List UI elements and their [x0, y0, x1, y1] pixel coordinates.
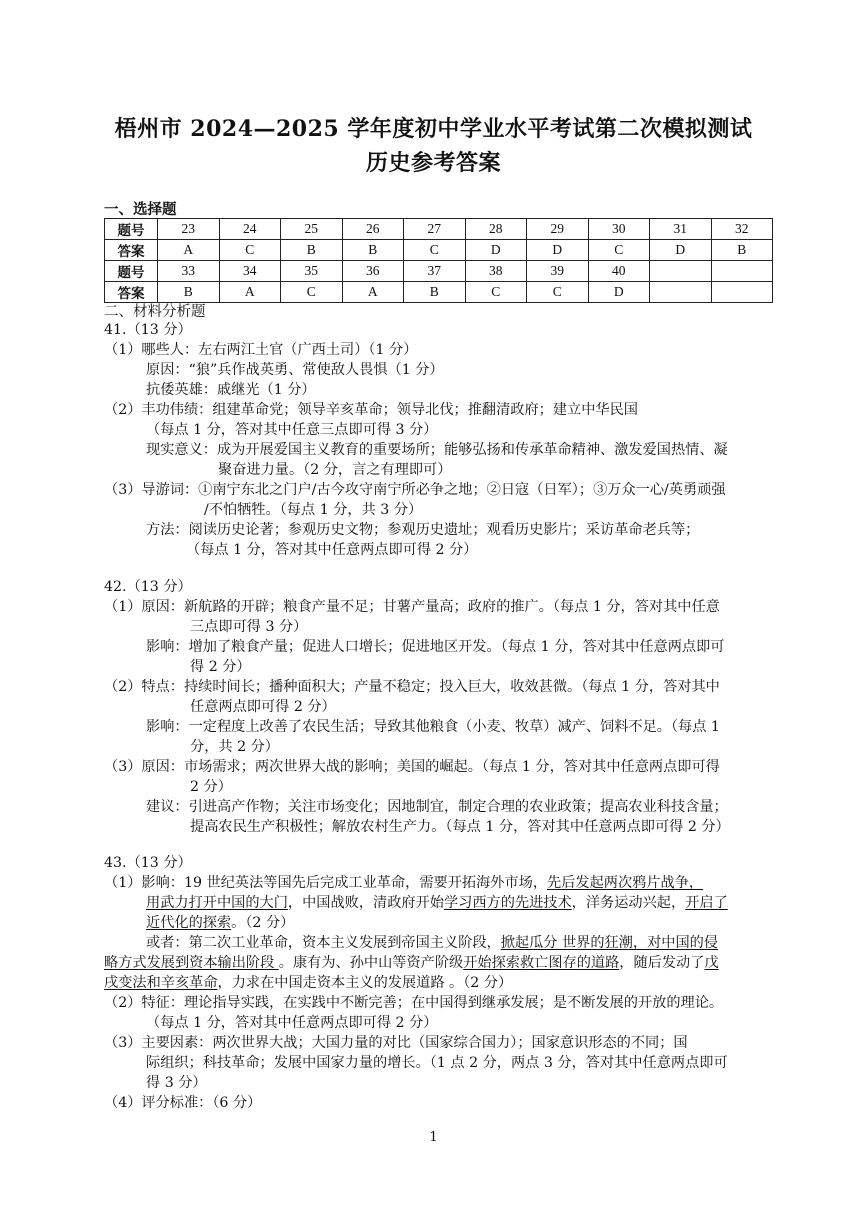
- q43-line: （4）评分标准：（6 分）: [104, 1095, 262, 1111]
- q43-underlined-text: 用武力打开中国的大门: [146, 895, 288, 911]
- q41-line: 原因：“狼”兵作战英勇、常使敌人畏惧（1 分）: [146, 362, 444, 378]
- table-cell: 35: [281, 261, 343, 282]
- q42-heading: 42.（13 分）: [104, 579, 192, 595]
- q41-line: （3）导游词：①南宁东北之门户/古今攻守南宁所必争之地；②日寇（日军）；③万众一心/英勇顽强: [104, 482, 726, 498]
- q43-line: [104, 873, 703, 893]
- table-cell: 36: [342, 261, 404, 282]
- q43-text: 或者：第二次工业革命，资本主义发展到帝国主义阶段，: [146, 935, 501, 951]
- table-cell: 33: [158, 261, 220, 282]
- q41-heading: 41.（13 分）: [104, 322, 192, 338]
- q42-line: 分，共 2 分）: [190, 739, 279, 755]
- table-cell: 39: [527, 261, 589, 282]
- table-cell: C: [404, 240, 466, 261]
- table-cell: B: [711, 240, 773, 261]
- q43-text: （1）影响：19 世纪英法等国先后完成工业革命，需要开拓海外市场，: [104, 875, 548, 891]
- q42-line: 提高农民生产积极性；解放农村生产力。（每点 1 分，答对其中任意两点即可得 2 分）: [190, 819, 730, 835]
- table-cell: 32: [711, 219, 773, 240]
- q43-line: （3）主要因素：两次世界大战；大国力量的对比（国家综合国力）；国家意识形态的不同；国: [104, 1035, 688, 1051]
- q43-line: 际组织；科技革命；发展中国家力量的增长。（1 点 2 分，两点 3 分，答对其中任意两点即可: [146, 1055, 728, 1071]
- q43-underlined-text: 开始探索救亡图存的道路: [463, 955, 620, 971]
- q42-line: 影响：增加了粮食产量；促进人口增长；促进地区开发。（每点 1 分，答对其中任意两点即可: [146, 639, 725, 655]
- q43-line: [104, 973, 512, 993]
- q41-line: /不怕牺牲。（每点 1 分，共 3 分）: [204, 502, 423, 518]
- table-row: [105, 261, 773, 282]
- q43-text: 。康有为、孙中山等资产阶级: [278, 955, 464, 971]
- section-2-heading: 二、材料分析题: [104, 304, 206, 320]
- table-cell: C: [465, 282, 527, 303]
- document-subtitle: 历史参考答案: [365, 150, 501, 176]
- q43-line: [146, 913, 294, 933]
- q43-text: ，随后发动了: [619, 955, 705, 971]
- q43-line: [146, 933, 718, 953]
- table-row: [105, 219, 773, 240]
- table-cell: 23: [158, 219, 220, 240]
- q42-line: （2）特点：持续时间长；播种面积大；产量不稳定；投入巨大，收效甚微。（每点 1 分，答对其中: [104, 679, 720, 695]
- answer-table: [104, 218, 773, 303]
- table-row: [105, 240, 773, 261]
- q43-underlined-text: 先后发起两次鸦片战争，: [547, 875, 704, 891]
- q42-line: 建议：引进高产作物；关注市场变化；因地制宜，制定合理的农业政策；提高农业科技含量；: [146, 799, 728, 815]
- q43-line: （2）特征：理论指导实践，在实践中不断完善；在中国得到继承发展；是不断发展的开放的理论。: [104, 995, 724, 1011]
- q43-heading: 43.（13 分）: [104, 855, 192, 871]
- row-label-question: 题号: [105, 219, 158, 240]
- table-cell: 30: [588, 219, 650, 240]
- q41-line: 抗倭英雄：戚继光（1 分）: [146, 382, 316, 398]
- row-label-answer: 答案: [105, 240, 158, 261]
- table-cell: 27: [404, 219, 466, 240]
- q43-underlined-text: 戌变法和辛亥革命: [104, 975, 218, 991]
- table-cell: 29: [527, 219, 589, 240]
- section-1-heading: 一、选择题: [104, 201, 177, 218]
- table-cell: 37: [404, 261, 466, 282]
- table-cell: 40: [588, 261, 650, 282]
- q43-line: （每点 1 分，答对其中任意两点即可得 2 分）: [146, 1015, 438, 1031]
- q43-text: 。（2 分）: [231, 915, 295, 931]
- q43-text: ，力求在中国走资本主义的发展道路 。（2 分）: [217, 975, 513, 991]
- table-cell: B: [158, 282, 220, 303]
- row-label-question: 题号: [105, 261, 158, 282]
- q42-line: 影响：一定程度上改善了农民生活；导致其他粮食（小麦、牧草）减产、饲料不足。（每点 1: [146, 719, 720, 735]
- q43-underlined-text: 近代化的探索: [146, 915, 232, 931]
- table-cell: 38: [465, 261, 527, 282]
- q43-underlined-text: 掀起瓜分 世界的狂潮，对中国的侵: [500, 935, 719, 951]
- q43-line: [104, 953, 719, 973]
- page-number: 1: [429, 1130, 438, 1145]
- table-cell: B: [404, 282, 466, 303]
- q42-line: 三点即可得 3 分）: [190, 619, 308, 635]
- table-cell: A: [158, 240, 220, 261]
- q42-line: 2 分）: [190, 779, 232, 795]
- q42-line: 得 2 分）: [190, 659, 251, 675]
- q41-line: 方法：阅读历史论著；参观历史文物；参观历史遗址；观看历史影片；采访革命老兵等；: [146, 522, 700, 538]
- table-cell: D: [465, 240, 527, 261]
- q41-line: 现实意义：成为开展爱国主义教育的重要场所；能够弘扬和传承革命精神、激发爱国热情、凝: [146, 442, 728, 458]
- table-cell: [650, 282, 712, 303]
- table-cell: C: [281, 282, 343, 303]
- table-cell: A: [342, 282, 404, 303]
- q41-line: （1）哪些人：左右两江土官（广西土司）（1 分）: [104, 342, 418, 358]
- table-cell: [711, 261, 773, 282]
- q43-text: ，洋务运动兴起，: [571, 895, 686, 911]
- q41-line: 聚奋进力量。（2 分，言之有理即可）: [218, 462, 452, 478]
- q43-underlined-text: 开启了: [685, 895, 728, 911]
- q43-line: [146, 893, 728, 913]
- q43-underlined-text: 戊: [704, 955, 719, 971]
- table-cell: B: [342, 240, 404, 261]
- document-title: 梧州市 2024—2025 学年度初中学业水平考试第二次模拟测试: [114, 116, 753, 142]
- q42-line: 任意两点即可得 2 分）: [190, 699, 336, 715]
- table-cell: 34: [219, 261, 281, 282]
- table-cell: 24: [219, 219, 281, 240]
- table-cell: [650, 261, 712, 282]
- table-cell: 28: [465, 219, 527, 240]
- q42-line: （3）原因：市场需求；两次世界大战的影响；美国的崛起。（每点 1 分，答对其中任意两点即可得: [104, 759, 720, 775]
- table-cell: D: [650, 240, 712, 261]
- q41-line: （每点 1 分，答对其中任意三点即可得 3 分）: [146, 422, 438, 438]
- table-cell: C: [527, 282, 589, 303]
- q43-underlined-text: 学习西方的先进技术: [443, 895, 572, 911]
- table-cell: [711, 282, 773, 303]
- table-cell: 31: [650, 219, 712, 240]
- table-cell: C: [588, 240, 650, 261]
- q43-underlined-text: 略方式发展到资本输出阶段: [104, 955, 279, 971]
- table-cell: 26: [342, 219, 404, 240]
- q42-line: （1）原因：新航路的开辟；粮食产量不足；甘薯产量高；政府的推广。（每点 1 分，答对其中任意: [104, 599, 720, 615]
- table-cell: B: [281, 240, 343, 261]
- q43-text: ，中国战败，清政府开始: [287, 895, 444, 911]
- q43-line: 得 3 分）: [146, 1075, 207, 1091]
- table-cell: D: [527, 240, 589, 261]
- q41-line: （2）丰功伟绩：组建革命党；领导辛亥革命；领导北伐；推翻清政府；建立中华民国: [104, 402, 638, 418]
- q41-line: （每点 1 分，答对其中任意两点即可得 2 分）: [186, 542, 478, 558]
- row-label-answer: 答案: [105, 282, 158, 303]
- table-cell: C: [219, 240, 281, 261]
- table-cell: A: [219, 282, 281, 303]
- table-cell: 25: [281, 219, 343, 240]
- table-cell: D: [588, 282, 650, 303]
